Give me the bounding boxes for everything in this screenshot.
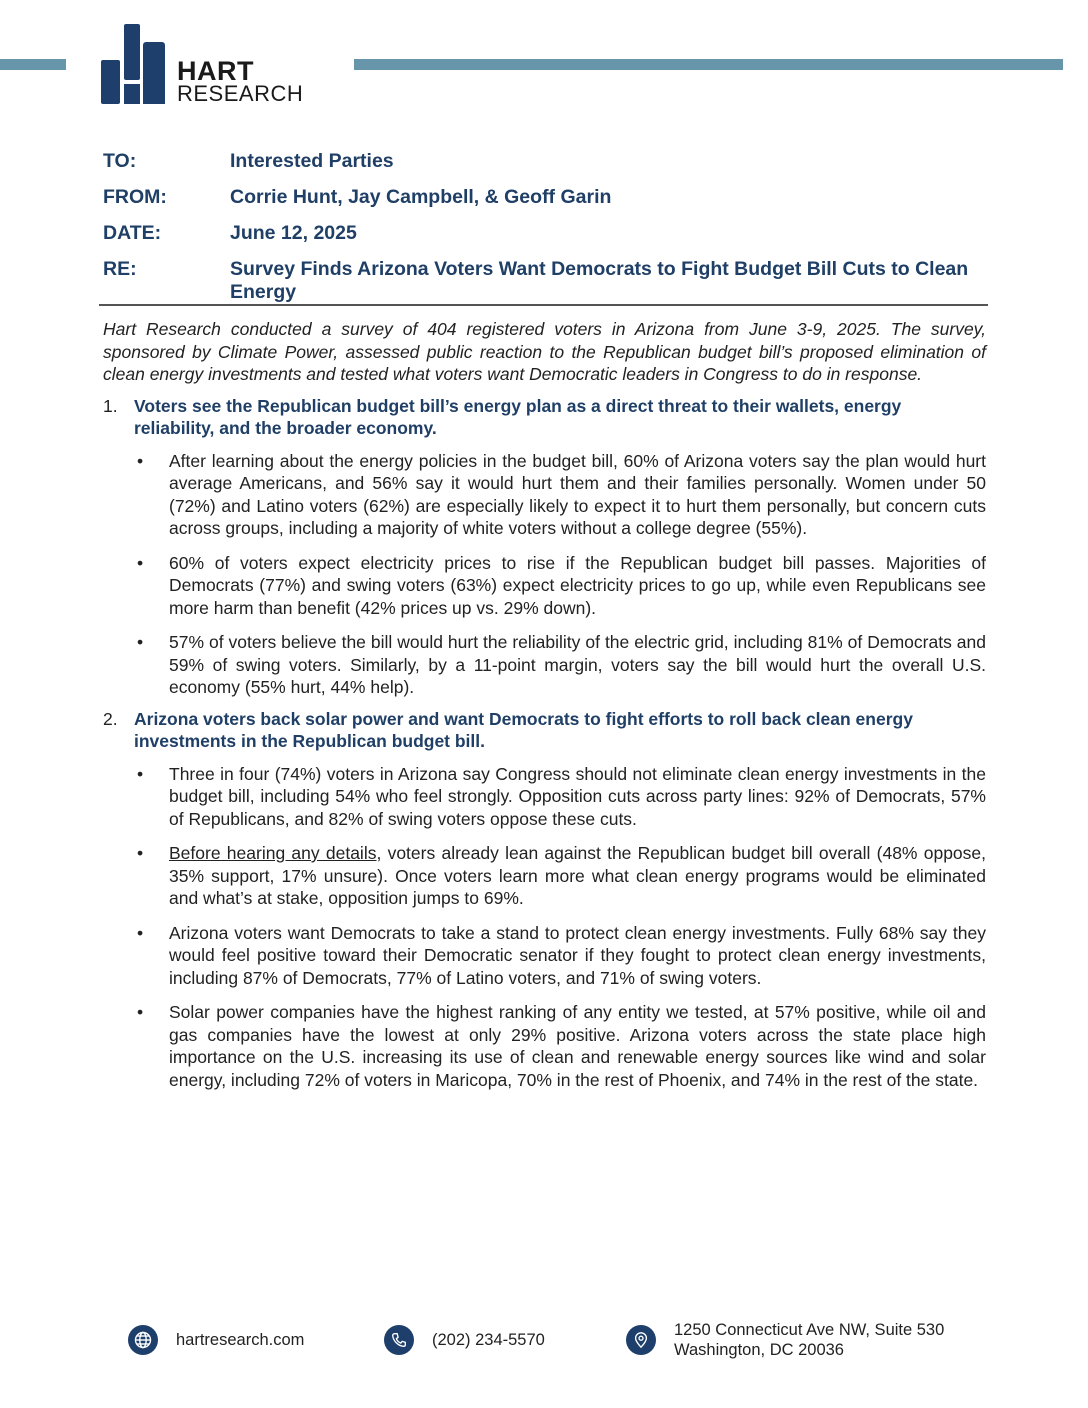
bullet-item bbox=[134, 1001, 986, 1091]
footer-phone bbox=[384, 1322, 545, 1358]
address bbox=[674, 1320, 944, 1360]
bullet-text: Solar power companies have the highest ranking of any entity we tested, at 57% positive, while oil and gas companies have the lowest at only 29% positive. Arizona voters across the state place high importance on the U.S. increasing its use of clean and renewable energy sources like wind and solar energy, including 72% of voters in Maricopa, 70% in the rest of Phoenix, and 74% in the rest of the state. bbox=[169, 1002, 986, 1090]
bullet-text: 57% of voters believe the bill would hurt the reliability of the electric grid, including 81% of Democrats and 59% of swing voters. Similarly, by a 11-point margin, voters say the bill would hurt the overall U.S. economy (55% hurt, 44% help). bbox=[169, 632, 986, 697]
address-line2: Washington, DC 20036 bbox=[674, 1341, 844, 1359]
memo-divider bbox=[99, 304, 988, 306]
bullet-text-rest: , voters already lean against the Republican budget bill overall (48% oppose, 35% support, 17% unsure). Once voters learn more what clean energy programs would be eliminated and what’s at stake, opposition jumps to 69%. bbox=[169, 843, 987, 908]
logo-bar-1 bbox=[101, 60, 120, 104]
globe-icon bbox=[128, 1325, 158, 1355]
memo-date-value: June 12, 2025 bbox=[230, 222, 357, 244]
footer-website[interactable] bbox=[128, 1322, 304, 1358]
phone-number: (202) 234-5570 bbox=[432, 1331, 545, 1349]
memo-re-label: RE: bbox=[103, 258, 137, 280]
bullet-text: Three in four (74%) voters in Arizona say Congress should not eliminate clean energy investments in the budget bill, including 54% who feel strongly. Opposition cuts across party lines: 92% of Democrats, 57% of Republicans, and 82% of swing voters oppose these cuts. bbox=[169, 763, 986, 829]
memo-header bbox=[103, 150, 988, 317]
logo-bar-2b bbox=[124, 84, 140, 104]
bullet-item bbox=[134, 631, 986, 699]
logo-bar-3 bbox=[143, 42, 165, 104]
memo-to-label: TO: bbox=[103, 150, 137, 172]
section-title: Arizona voters back solar power and want Democrats to fight efforts to roll back clean energy investments in the Republican budget bill. bbox=[134, 708, 913, 751]
logo-text-hart: HART bbox=[177, 56, 254, 86]
phone-icon bbox=[384, 1325, 414, 1355]
address-line1: 1250 Connecticut Ave NW, Suite 530 bbox=[674, 1321, 945, 1339]
section-number: 2. bbox=[103, 708, 118, 729]
bullet-icon: • bbox=[137, 763, 144, 784]
bullet-item bbox=[134, 763, 986, 831]
memo-date-label: DATE: bbox=[103, 222, 162, 244]
website-link[interactable]: hartresearch.com bbox=[176, 1331, 305, 1349]
memo-to-row bbox=[103, 150, 988, 173]
bullet-icon: • bbox=[137, 843, 144, 863]
bullet-icon: • bbox=[137, 922, 144, 943]
memo-to-value: Interested Parties bbox=[230, 150, 394, 172]
section-title: Voters see the Republican budget bill’s energy plan as a direct threat to their wallets, energy reliability, and the broader economy. bbox=[134, 395, 902, 438]
logo-text-research: RESEARCH bbox=[177, 81, 304, 106]
location-pin-icon bbox=[626, 1325, 656, 1355]
bullet-item bbox=[134, 922, 986, 990]
bullet-text bbox=[169, 842, 986, 910]
memo-re-value: Survey Finds Arizona Voters Want Democrats to Fight Budget Bill Cuts to Clean Energy bbox=[230, 258, 969, 303]
memo-from-label: FROM: bbox=[103, 186, 167, 208]
section-heading bbox=[103, 708, 986, 753]
intro-paragraph: Hart Research conducted a survey of 404 registered voters in Arizona from June 3-9, 2025. The survey, sponsored by Climate Power, assessed public reaction to the Republican budget bill’s proposed elimination of clean energy investments and tested what voters want Democratic leaders in Congress to do in response. bbox=[103, 319, 986, 384]
header-accent-bar-left bbox=[0, 59, 66, 70]
bullet-text: After learning about the energy policies in the budget bill, 60% of Arizona voters say the plan would hurt average Americans, and 56% say it would hurt them and their families personally. Women under 50 (72%) and Latino voters (62%) are especially likely to expect it to hurt them personally, but concern cuts across groups, including a majority of white voters without a college degree (55%). bbox=[169, 450, 986, 538]
logo-bar-2a bbox=[124, 24, 140, 80]
memo-body bbox=[103, 318, 986, 1103]
bullet-text: Arizona voters want Democrats to take a stand to protect clean energy investments. Fully 68% say they would feel positive toward their Democratic senator if they fought to protect clean energy investments, including 87% of Democrats, 77% of Latino voters, and 71% of swing voters. bbox=[169, 922, 986, 988]
footer bbox=[128, 1322, 988, 1362]
header-accent-bar-right bbox=[354, 59, 1063, 70]
logo-bars-icon bbox=[101, 24, 167, 104]
bullet-icon: • bbox=[137, 450, 144, 471]
underlined-phrase: Before hearing any details bbox=[169, 843, 377, 863]
section-heading bbox=[103, 395, 986, 440]
footer-address bbox=[626, 1322, 944, 1358]
bullet-text: 60% of voters expect electricity prices to rise if the Republican budget bill passes. Majorities of Democrats (77%) and swing voters (63%) expect electricity prices to go up, while even Republicans see more harm than benefit (42% prices up vs. 29% down). bbox=[169, 552, 986, 618]
bullet-icon: • bbox=[137, 632, 144, 652]
memo-from-row bbox=[103, 186, 988, 209]
bullet-icon: • bbox=[137, 1002, 144, 1022]
section-number: 1. bbox=[103, 395, 118, 416]
memo-date-row bbox=[103, 222, 988, 245]
memo-re-row bbox=[103, 258, 988, 304]
bullet-item bbox=[134, 450, 986, 540]
hart-research-logo bbox=[101, 24, 331, 104]
bullet-item bbox=[134, 842, 986, 910]
bullet-icon: • bbox=[137, 552, 144, 573]
memo-from-value: Corrie Hunt, Jay Campbell, & Geoff Garin bbox=[230, 186, 612, 208]
bullet-item bbox=[134, 552, 986, 620]
